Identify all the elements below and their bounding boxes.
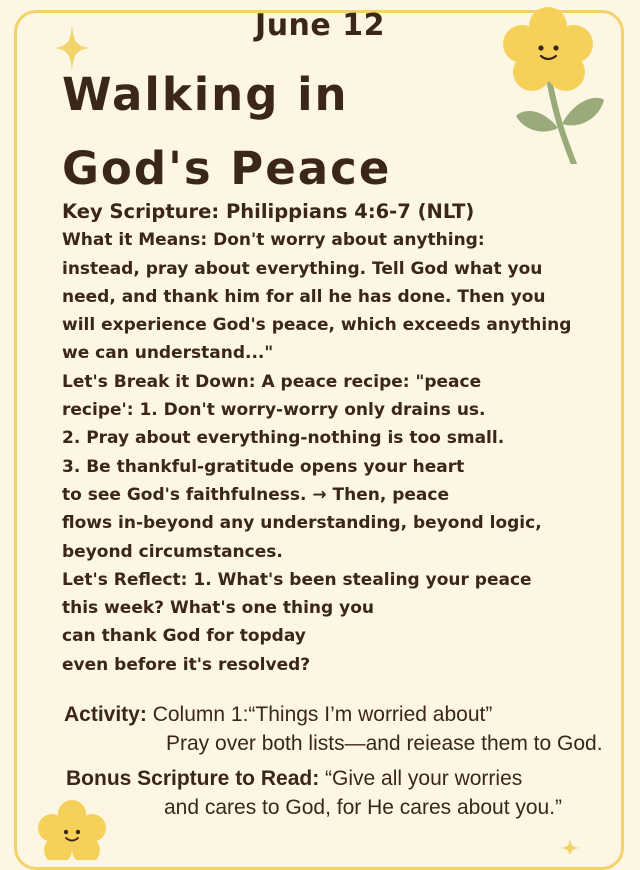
devotional-body: [62, 198, 602, 679]
sparkle-icon: [560, 838, 580, 854]
body-line: instead, pray about everything. Tell God what you: [62, 258, 543, 279]
page-date: June 12: [255, 8, 385, 43]
key-scripture-line: Key Scripture: Philippians 4:6-7 (NLT): [62, 200, 475, 223]
bonus-scripture-section: [66, 764, 626, 822]
body-line: need, and thank him for all he has done. Then you: [62, 286, 546, 307]
body-line: this week? What's one thing you: [62, 598, 374, 619]
body-line: Let's Reflect: 1. What's been stealing your peace: [62, 569, 532, 590]
body-line: to see God's faithfulness. → Then, peace: [62, 484, 450, 505]
body-line: Let's Break it Down: A peace recipe: "peace: [62, 371, 482, 392]
title-line: God's Peace: [62, 142, 392, 195]
body-line: will experience God's peace, which exceeds anything: [62, 315, 572, 336]
body-line: 3. Be thankful-gratitude opens your heart: [62, 456, 465, 477]
activity-line: Column 1:“Things I’m worried about”: [152, 703, 493, 726]
activity-line: Pray over both lists—and reiease them to God.: [166, 732, 603, 755]
bonus-line: “Give all your worries: [325, 767, 523, 790]
body-line: we can understand...": [62, 343, 274, 364]
body-line: can thank God for topday: [62, 626, 306, 647]
bonus-line: and cares to God, for He cares about you.”: [164, 796, 563, 819]
body-line: 2. Pray about everything-nothing is too small.: [62, 428, 505, 449]
body-line: recipe': 1. Don't worry-worry only drains us.: [62, 400, 486, 421]
body-line: beyond circumstances.: [62, 541, 283, 562]
body-line: What it Means: Don't worry about anything:: [62, 230, 485, 251]
bonus-label: Bonus Scripture to Read:: [66, 767, 320, 790]
title-line: Walking in: [62, 68, 349, 121]
body-line: flows in-beyond any understanding, beyond logic,: [62, 513, 542, 534]
activity-label: Activity:: [64, 703, 147, 726]
body-line: even before it's resolved?: [62, 654, 311, 675]
page-title: [62, 58, 391, 206]
activity-section: [64, 700, 624, 758]
